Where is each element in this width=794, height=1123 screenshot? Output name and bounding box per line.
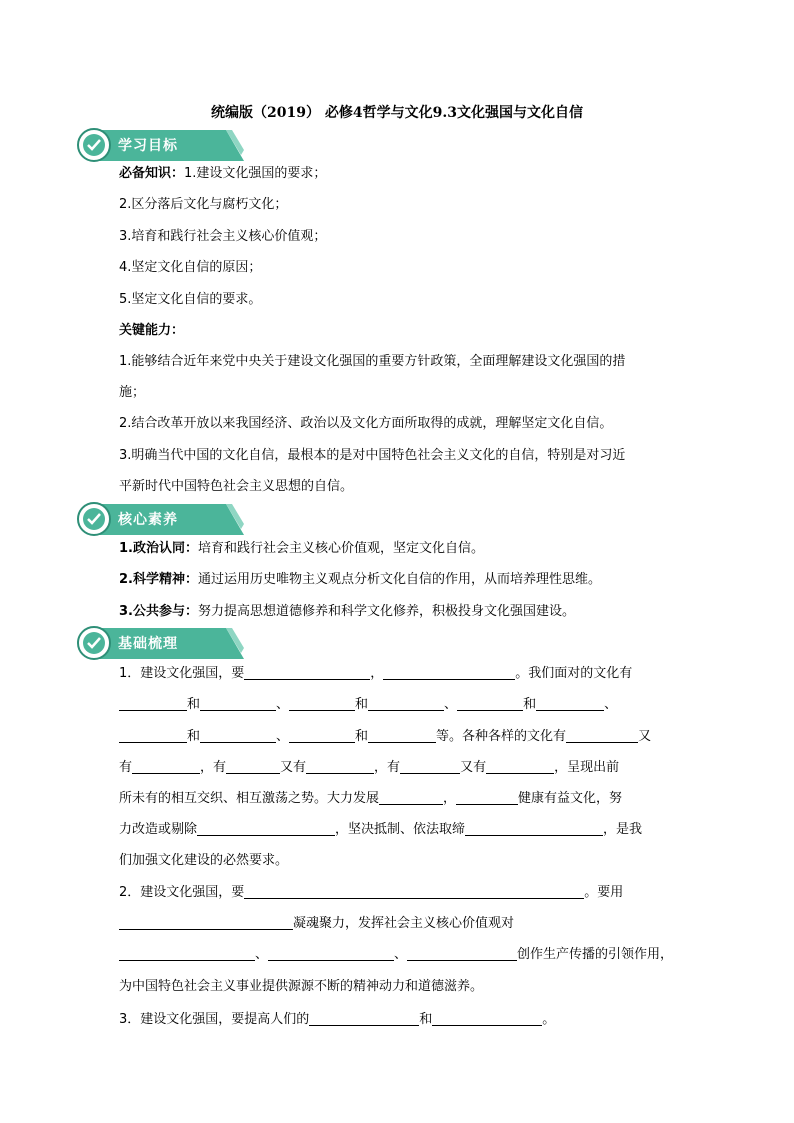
fill-line: 和 、 和 、 和 、 [119, 695, 679, 715]
answer-blank[interactable] [368, 728, 436, 743]
fill-line: 、 、 创作生产传播的引领作用， [119, 945, 679, 965]
answer-blank[interactable] [119, 728, 187, 743]
key-ability-line: 施； [119, 385, 146, 400]
section-title-objectives: 学习目标 [118, 138, 178, 154]
answer-blank[interactable] [268, 946, 394, 961]
answer-blank[interactable] [244, 665, 370, 680]
answer-blank[interactable] [465, 821, 603, 836]
section-title-basics: 基础梳理 [118, 636, 178, 652]
answer-blank[interactable] [306, 759, 374, 774]
answer-blank[interactable] [289, 728, 355, 743]
answer-blank[interactable] [456, 790, 518, 805]
answer-blank[interactable] [200, 696, 276, 711]
fill-line: 和 、 和 等。各种各样的文化有 又 [119, 727, 679, 747]
fill-line: 为中国特色社会主义事业提供源源不断的精神动力和道德滋养。 [119, 979, 484, 994]
answer-blank[interactable] [200, 728, 276, 743]
answer-blank[interactable] [457, 696, 523, 711]
literacy-item: 3.公共参与：努力提高思想道德修养和科学文化修养，积极投身文化强国建设。 [119, 604, 575, 619]
answer-blank[interactable] [132, 759, 200, 774]
answer-blank[interactable] [486, 759, 554, 774]
key-ability-line: 3.明确当代中国的文化自信，最根本的是对中国特色社会主义文化的自信，特别是对习近 [119, 448, 626, 463]
answer-blank[interactable] [383, 665, 515, 680]
fill-line: 所未有的相互交织、相互激荡之势。大力发展 ， 健康有益文化，努 [119, 791, 623, 806]
key-ability-line: 平新时代中国特色社会主义思想的自信。 [119, 479, 354, 494]
key-ability-line: 2.结合改革开放以来我国经济、政治以及文化方面所取得的成就，理解坚定文化自信。 [119, 416, 613, 431]
answer-blank[interactable] [119, 915, 293, 930]
document-title: 统编版（2019） 必修4哲学与文化9.3文化强国与文化自信 [211, 105, 583, 121]
required-item: 3.培育和践行社会主义核心价值观； [119, 229, 327, 244]
answer-blank[interactable] [289, 696, 355, 711]
answer-blank[interactable] [566, 728, 638, 743]
answer-blank[interactable] [407, 946, 517, 961]
answer-blank[interactable] [432, 1011, 542, 1026]
fill-line: 有 ，有 又有 ，有 又有 ，呈现出前 [119, 760, 620, 775]
fill-line: 们加强文化建设的必然要求。 [119, 853, 289, 868]
section-title-literacy: 核心素养 [118, 512, 178, 528]
answer-blank[interactable] [244, 884, 584, 899]
key-ability-label: 关键能力： [119, 323, 185, 338]
required-item: 5.坚定文化自信的要求。 [119, 292, 262, 307]
answer-blank[interactable] [379, 790, 443, 805]
fill-line: 力改造或剔除 ，坚决抵制、依法取缔 ，是我 [119, 822, 643, 837]
answer-blank[interactable] [197, 821, 335, 836]
answer-blank[interactable] [309, 1011, 419, 1026]
answer-blank[interactable] [368, 696, 444, 711]
literacy-item: 1.政治认同：培育和践行社会主义核心价值观，坚定文化自信。 [119, 541, 484, 556]
answer-blank[interactable] [226, 759, 280, 774]
literacy-item: 2.科学精神：通过运用历史唯物主义观点分析文化自信的作用，从而培养理性思维。 [119, 572, 601, 587]
answer-blank[interactable] [119, 946, 255, 961]
section-banner-objectives [76, 128, 246, 164]
fill-line: 凝魂聚力，发挥社会主义核心价值观对 [119, 914, 679, 934]
required-item: 2.区分落后文化与腐朽文化； [119, 197, 288, 212]
required-knowledge-line: 必备知识：1.建设文化强国的要求； [119, 166, 327, 181]
fill-line: 3．建设文化强国，要提高人们的 和 。 [119, 1012, 556, 1027]
section-banner-basics [76, 626, 246, 662]
answer-blank[interactable] [119, 696, 187, 711]
answer-blank[interactable] [536, 696, 604, 711]
section-banner-literacy [76, 502, 246, 538]
fill-line: 1．建设文化强国，要 ， 。我们面对的文化有 [119, 666, 633, 681]
answer-blank[interactable] [400, 759, 460, 774]
key-ability-line: 1.能够结合近年来党中央关于建设文化强国的重要方针政策，全面理解建设文化强国的措 [119, 354, 626, 369]
fill-line: 2．建设文化强国，要 。要用 [119, 885, 624, 900]
required-item: 4.坚定文化自信的原因； [119, 260, 262, 275]
